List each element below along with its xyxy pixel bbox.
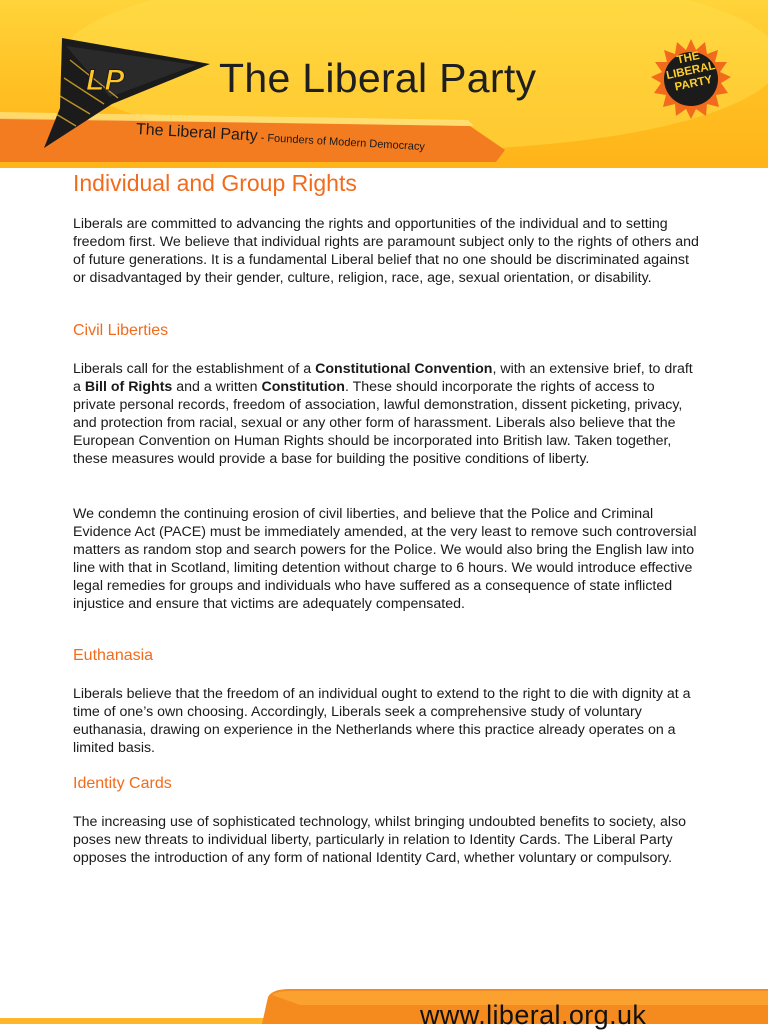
logo-lp-text: LP [86,64,125,97]
euthanasia-paragraph: Liberals believe that the freedom of an individual ought to extend to the right to die with dignity at a time of one’s own choosing. Accordingly, Liberals seek a comprehensive study of voluntary euthanasia, drawing on experience in the Netherlands where this practice already operates on a limited basis. [73,686,691,757]
site-title: The Liberal Party [219,55,537,101]
term-constitution: Constitution [261,379,345,396]
tagline-main: The Liberal Party [135,121,259,145]
intro-paragraph: Liberals are committed to advancing the rights and opportunities of the individual and to setting freedom first. We believe that individual rights are paramount subject only to the rights of others and of future generations. It is a fundamental Liberal belief that no one should be discriminated against or disadvantaged by their gender, culture, religion, race, age, sexual orientation, or disability. [73,216,699,287]
badge-label: THE LIBERAL PARTY [665,50,717,94]
footer-banner [0,985,768,1024]
term-constitutional-convention: Constitutional Convention [315,361,493,377]
civil-liberties-paragraph-2: We condemn the continuing erosion of civil liberties, and believe that the Police and Criminal Evidence Act (PACE) must be immediately amended, at the very least to remove such controversial matters as random stop and search powers for the Police. We would also bring the English law into line with that in Scotland, limiting detention without charge to 6 hours. We would introduce effective legal remedies for groups and individuals who have suffered as a consequence of state inflicted injustice and ensure that victims are adequately compensated. [73,506,697,613]
section-heading-identity-cards: Identity Cards [73,775,172,792]
section-heading-civil-liberties: Civil Liberties [73,322,169,339]
page-title: Individual and Group Rights [73,170,357,196]
term-bill-of-rights: Bill of Rights [84,379,173,396]
civil-liberties-paragraph-1: Liberals call for the establishment of a Constitutional Convention, with an extensive brief, to draft a Bill of Rights and a written Constitution. These should incorporate the rights of access to private personal records, freedom of association, lawful demonstration, dissent picketing, privacy, and protection from racial, sexual or any other form of harassment. Liberals also believe that the European Convention on Human Rights should be incorporated into British law. Taken together, these measures would provide a base for building the positive conditions of liberty. [73,361,693,468]
identity-cards-paragraph: The increasing use of sophisticated technology, whilst bringing undoubted benefits to society, also poses new threats to individual liberty, particularly in relation to Identity Cards. The Liberal Party opposes the introduction of any form of national Identity Card, whether voluntary or compulsory. [73,814,687,867]
website-link[interactable]: www.liberal.org.uk [420,1000,647,1030]
section-heading-euthanasia: Euthanasia [73,647,154,664]
tagline-sub: - Founders of Modern Democracy [257,131,426,154]
page-header [0,0,768,168]
